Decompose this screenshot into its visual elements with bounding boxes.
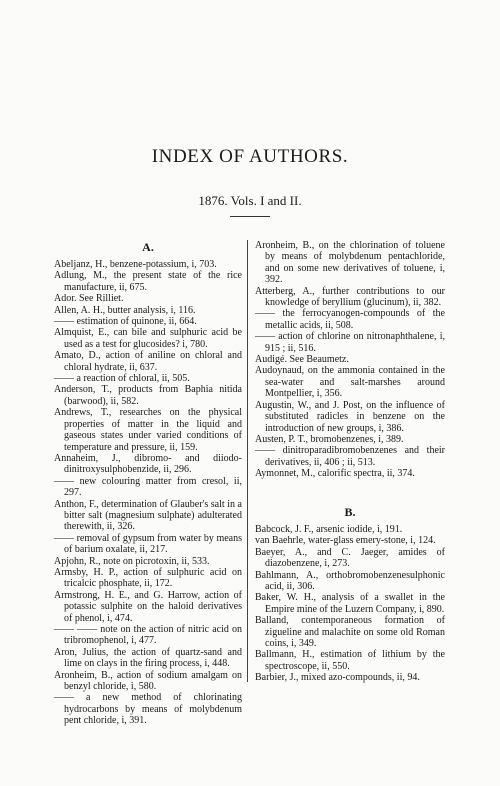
index-entry: Aronheim, B., on the chlorination of toluene by means of molybdenum pentachloride, and on some new derivatives of toluene, i, 392.: [255, 240, 445, 286]
index-entry: Ballmann, H., estimation of lithium by the spectroscope, ii, 550.: [255, 649, 445, 672]
index-entry: Babcock, J. F., arsenic iodide, i, 191.: [255, 524, 403, 535]
index-entry: Baeyer, A., and C. Jaeger, amides of diazobenzene, i, 273.: [255, 546, 445, 570]
index-entry: Anderson, T., products from Baphia nitida (barwood), ii, 582.: [54, 384, 242, 407]
index-entry: —— new colouring matter from cresol, ii, 297.: [54, 475, 242, 499]
volume-subtitle: 1876. Vols. I and II.: [198, 193, 302, 208]
index-entry: Aron, Julius, the action of quartz-sand and lime on clays in the firing process, i, 448.: [54, 646, 242, 670]
index-entry: Balland, contemporaneous formation of zigueline and malachite on some old Roman coins, i, 349.: [255, 615, 445, 650]
index-entry: —— a reaction of chloral, ii, 505.: [54, 373, 190, 385]
index-entry: Augustin, W., and J. Post, on the influence of substituted radicles in benzene on the introduction of new groups, i, 386.: [255, 399, 445, 434]
index-entry: Armstrong, H. E., and G. Harrow, action of potassic sulphite on the haloid derivatives of phenol, i, 474.: [54, 589, 242, 624]
index-entry: Ador. See Rilliet.: [54, 293, 124, 305]
index-entry: Barbier, J., mixed azo-compounds, ii, 94.: [255, 672, 420, 684]
index-entry: Atterberg, A., further contributions to our knowledge of beryllium (glucinum), ii, 382.: [255, 285, 445, 309]
index-entry: Baker, W. H., analysis of a swallet in the Empire mine of the Luzern Company, i, 890.: [255, 592, 445, 615]
index-entry: Apjohn, R., note on picrotoxin, ii, 533.: [54, 555, 210, 567]
index-entry: Allen, A. H., butter analysis, i, 116.: [54, 304, 196, 316]
index-entry: Armsby, H. P., action of sulphuric acid on tricalcic phosphate, ii, 172.: [54, 566, 242, 590]
index-entry: —— estimation of quinone, ii, 664.: [54, 316, 197, 328]
index-entry: Abeljanz, H., benzene-potassium, i, 703.: [54, 259, 217, 270]
right-column-b: [255, 505, 445, 684]
index-entry: —— —— note on the action of nitric acid on tribromophenol, i, 477.: [54, 624, 242, 647]
section-heading-a: A.: [142, 240, 154, 254]
index-entry: Austen, P. T., bromobenzenes, i, 389.: [255, 433, 404, 445]
index-entry: Amato, D., action of aniline on chloral and chloral hydrate, ii, 637.: [54, 350, 242, 373]
page-title: INDEX OF AUTHORS.: [151, 146, 349, 167]
index-entry: Audigé. See Beaumetz.: [255, 354, 349, 366]
index-entry: Aymonnet, M., calorific spectra, ii, 374.: [255, 468, 415, 480]
column-divider: [247, 240, 248, 682]
index-entry: Audoynaud, on the ammonia contained in the sea-water and salt-marshes around Montpellier, i, 356.: [255, 365, 445, 400]
index-entry: Anthon, F., determination of Glauber's salt in a bitter salt (magnesium sulphate) adulterated therewith, ii, 326.: [54, 498, 242, 533]
index-entry: Bahlmann, A., orthobromobenzenesulphonic acid, ii, 306.: [255, 569, 445, 593]
index-entry: Annaheim, J., dibromo- and diiodo-dinitroxysulphobenzide, ii, 296.: [54, 452, 242, 476]
section-heading-b: B.: [344, 505, 356, 519]
index-entry: —— the ferrocyanogen-compounds of the metallic acids, ii, 508.: [255, 308, 445, 331]
title-rule: [230, 216, 270, 217]
index-entry: —— a new method of chlorinating hydrocarbons by means of molybdenum pent chloride, i, 391.: [54, 692, 242, 727]
left-column: [54, 240, 242, 727]
index-entry: Andrews, T., researches on the physical properties of matter in the liquid and gaseous states under varied conditions of temperature and pressure, ii, 159.: [54, 407, 242, 453]
index-entry: Adlung, M., the present state of the rice manufacture, ii, 675.: [54, 270, 242, 293]
index-entry: van Baehrle, water-glass emery-stone, i, 124.: [255, 535, 436, 547]
index-entry: —— dinitroparadibromobenzenes and their derivatives, ii, 406 ; ii, 513.: [255, 445, 445, 468]
index-entry: —— removal of gypsum from water by means of barium oxalate, ii, 217.: [54, 532, 242, 556]
index-entry: Aronheim, B., action of sodium amalgam on benzyl chloride, i, 580.: [54, 669, 242, 693]
right-column-a: [255, 240, 445, 480]
index-entry: Almquist, E., can bile and sulphuric acid be used as a test for glucosides? i, 780.: [54, 327, 242, 350]
index-entry: —— action of chlorine on nitronaphthalene, i, 915 ; ii, 516.: [255, 331, 445, 354]
